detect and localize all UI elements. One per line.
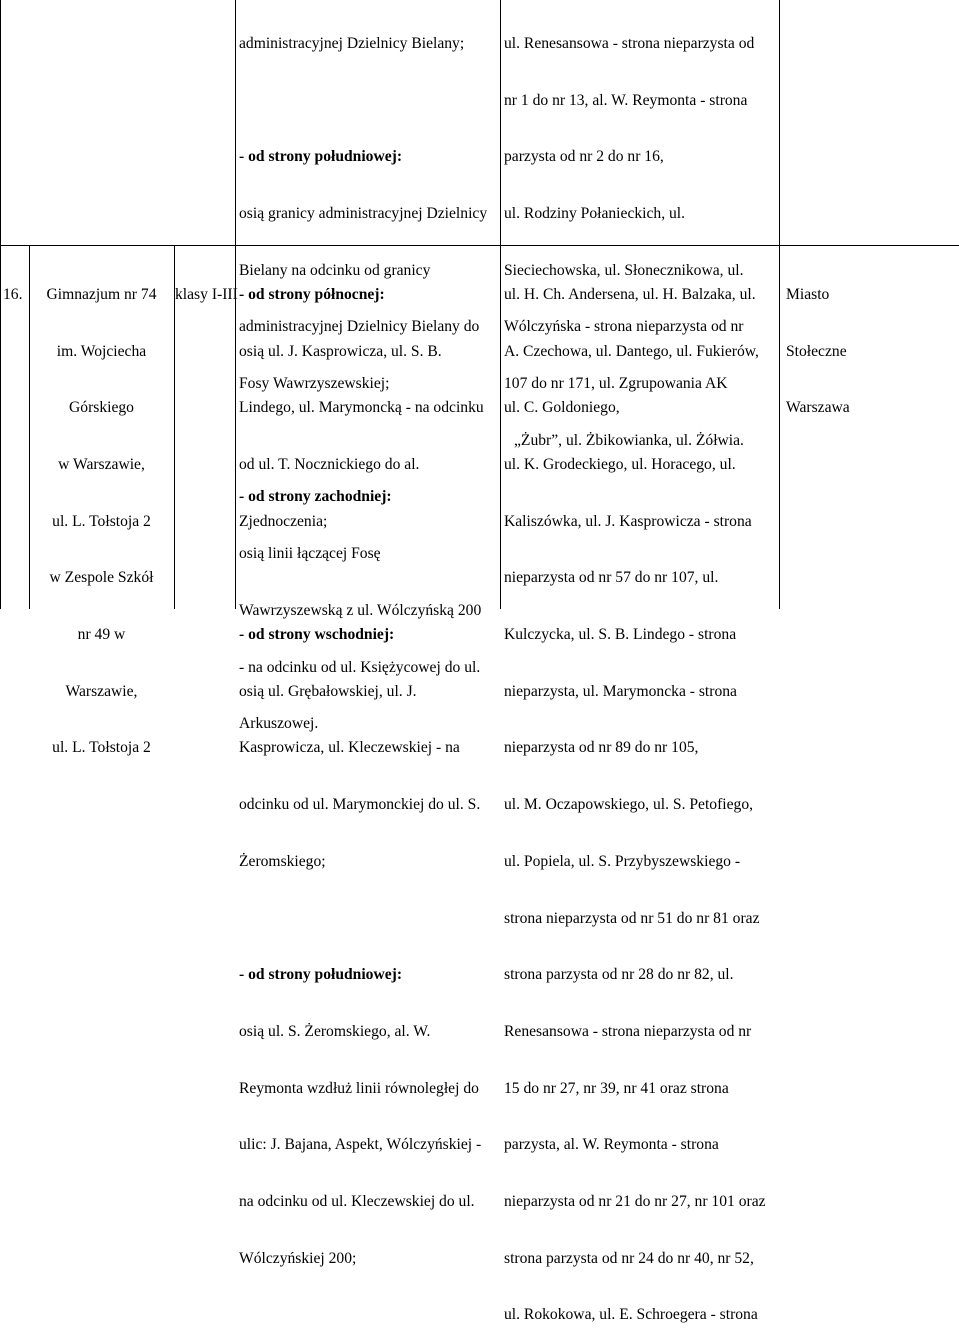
- district-heading: - od strony wschodniej:: [239, 626, 395, 644]
- district-line: osią ul. Grębałowskiej, ul. J.: [239, 682, 417, 700]
- district-line: Wawrzyszewską z ul. Wólczyńską 200: [239, 601, 482, 619]
- authority-line: Warszawa: [786, 399, 850, 417]
- streets-line: strona parzysta od nr 28 do nr 82, ul.: [504, 966, 734, 984]
- district-line: osią ul. S. Żeromskiego, al. W.: [239, 1022, 431, 1040]
- district-line: na odcinku od ul. Kleczewskiej do ul.: [239, 1193, 475, 1211]
- streets-line: ul. Popiela, ul. S. Przybyszewskiego -: [504, 852, 741, 870]
- streets-line: strona nieparzysta od nr 51 do nr 81 oraz: [504, 909, 760, 927]
- col-border-left: [0, 0, 1, 609]
- district-line: od ul. T. Nocznickiego do al.: [239, 455, 420, 473]
- authority-line: Stołeczne: [786, 342, 847, 360]
- district-line: - na odcinku od ul. Księżycowej do ul.: [239, 658, 481, 676]
- school-line: w Warszawie,: [58, 455, 145, 473]
- district-line: Arkuszowej.: [239, 715, 319, 733]
- district-heading: - od strony zachodniej:: [239, 488, 392, 506]
- streets-line: strona parzysta od nr 24 do nr 40, nr 52,: [504, 1249, 754, 1267]
- row2-streets-cell: [504, 248, 776, 1344]
- district-line: osią linii łączącej Fosę: [239, 545, 381, 563]
- district-line: Fosy Wawrzyszewskiej;: [239, 375, 390, 393]
- district-line: [239, 92, 497, 111]
- col-border-streets: [779, 0, 780, 609]
- district-line: Lindego, ul. Marymoncką - na odcinku: [239, 399, 484, 417]
- streets-line: Wólczyńska - strona nieparzysta od nr: [504, 318, 744, 336]
- district-heading: - od strony południowej:: [239, 148, 403, 166]
- school-line: ul. L. Tołstoja 2: [52, 739, 151, 757]
- streets-line: nieparzysta od nr 57 do nr 107, ul.: [504, 569, 719, 587]
- streets-line: ul. C. Goldoniego,: [504, 399, 620, 417]
- streets-line: parzysta, al. W. Reymonta - strona: [504, 1136, 719, 1154]
- streets-line: nieparzysta, ul. Marymoncka - strona: [504, 682, 737, 700]
- school-line: ul. L. Tołstoja 2: [52, 512, 151, 530]
- district-line: administracyjnej Dzielnicy Bielany;: [239, 34, 465, 52]
- streets-line: Kulczycka, ul. S. B. Lindego - strona: [504, 626, 737, 644]
- district-line: Bielany na odcinku od granicy: [239, 261, 431, 279]
- streets-line: ul. Rodziny Połanieckich, ul.: [504, 204, 686, 222]
- school-line: Warszawie,: [65, 682, 138, 700]
- school-line: Gimnazjum nr 74: [46, 285, 157, 303]
- row2-authority-cell: [786, 248, 956, 437]
- district-line: [239, 910, 497, 929]
- authority-line: Miasto: [786, 285, 830, 303]
- streets-line: parzysta od nr 2 do nr 16,: [504, 148, 664, 166]
- district-line: odcinku od ul. Marymonckiej do ul. S.: [239, 796, 481, 814]
- row2-school-cell: [30, 248, 173, 777]
- streets-line: Kaliszówka, ul. J. Kasprowicza - strona: [504, 512, 752, 530]
- streets-line: „Żubr”, ul. Żbikowianka, ul. Żółwia.: [514, 431, 744, 449]
- row2-number-cell: [3, 248, 23, 324]
- school-line: Górskiego: [69, 399, 134, 417]
- school-line: nr 49 w: [77, 626, 126, 644]
- streets-line: ul. M. Oczapowskiego, ul. S. Petofiego,: [504, 796, 754, 814]
- district-line: ulic: J. Bajana, Aspekt, Wólczyńskiej -: [239, 1136, 482, 1154]
- streets-line: Renesansowa - strona nieparzysta od nr: [504, 1022, 752, 1040]
- district-line: Kasprowicza, ul. Kleczewskiej - na: [239, 739, 460, 757]
- streets-line: ul. H. Ch. Andersena, ul. H. Balzaka, ul.: [504, 285, 756, 303]
- streets-line: A. Czechowa, ul. Dantego, ul. Fukierów,: [504, 342, 759, 360]
- streets-line: ul. Renesansowa - strona nieparzysta od: [504, 34, 755, 52]
- district-line: [239, 569, 497, 588]
- classes-label: klasy I-III: [175, 285, 238, 303]
- streets-line: Sieciechowska, ul. Słonecznikowa, ul.: [504, 261, 744, 279]
- district-heading: - od strony północnej:: [239, 285, 385, 303]
- district-line: Wólczyńskiej 200;: [239, 1249, 357, 1267]
- district-line: Żeromskiego;: [239, 852, 326, 870]
- streets-line: 15 do nr 27, nr 39, nr 41 oraz strona: [504, 1079, 729, 1097]
- district-line: osią granicy administracyjnej Dzielnicy: [239, 204, 488, 222]
- streets-line: nieparzysta od nr 89 do nr 105,: [504, 739, 699, 757]
- streets-line: nr 1 do nr 13, al. W. Reymonta - strona: [504, 91, 748, 109]
- streets-line: ul. K. Grodeckiego, ul. Horacego, ul.: [504, 455, 736, 473]
- school-line: im. Wojciecha: [56, 342, 147, 360]
- row-number: 16.: [3, 285, 23, 303]
- district-line: Zjednoczenia;: [239, 512, 328, 530]
- row2-district-cell: [239, 248, 497, 1288]
- streets-line: nieparzysta od nr 21 do nr 27, nr 101 oraz: [504, 1193, 766, 1211]
- district-line: administracyjnej Dzielnicy Bielany do: [239, 318, 480, 336]
- district-line: Reymonta wzdłuż linii równoległej do: [239, 1079, 479, 1097]
- streets-line: ul. Rokokowa, ul. E. Schroegera - strona: [504, 1306, 758, 1324]
- row2-classes-cell: [175, 248, 238, 324]
- school-line: w Zespole Szkół: [49, 569, 154, 587]
- district-heading: - od strony południowej:: [239, 966, 403, 984]
- streets-line: 107 do nr 171, ul. Zgrupowania AK: [504, 375, 728, 393]
- col-border-district: [500, 0, 501, 609]
- district-line: osią ul. J. Kasprowicza, ul. S. B.: [239, 342, 442, 360]
